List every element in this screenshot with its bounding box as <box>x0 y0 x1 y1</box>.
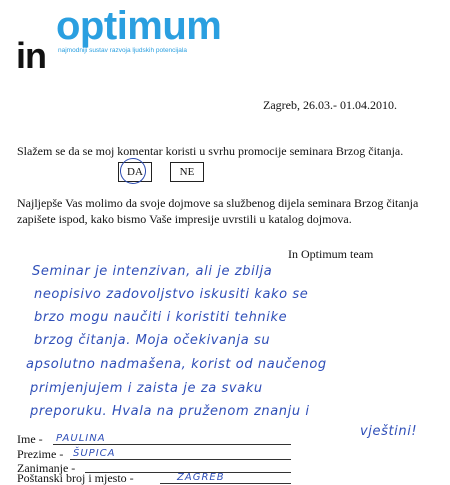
comment-line: Seminar je intenzivan, ali je zbilja <box>32 264 273 279</box>
field-value-postal-city[interactable]: ZAGREB <box>177 472 225 483</box>
logo-optimum-text: optimum <box>56 4 222 48</box>
field-label-occupation: Zanimanje - <box>17 461 76 475</box>
field-value-first-name[interactable]: PAULINA <box>56 433 106 444</box>
comment-line: brzog čitanja. Moja očekivanja su <box>34 333 271 348</box>
field-underline <box>53 444 291 445</box>
comment-line: preporuku. Hvala na pruženom znanju i <box>30 404 310 419</box>
no-checkbox[interactable]: NE <box>170 162 204 182</box>
logo-in-text: in <box>16 35 46 76</box>
comment-line: neopisivo zadovoljstvo iskusiti kako se <box>34 287 309 302</box>
request-paragraph: Najljepše Vas molimo da svoje dojmove sa službenog dijela seminara Brzog čitanja zapišete ispod, kako bismo Vaše impresije uvrstili u katalog dojmova. <box>17 196 419 226</box>
comment-line: brzo mogu naučiti i koristiti tehnike <box>34 310 288 325</box>
team-signature: In Optimum team <box>288 247 374 261</box>
comment-line: primjenjujem i zaista je za svaku <box>30 381 263 396</box>
logo-tagline: najmodniji sustav razvoja ljudskih potencijala <box>58 47 187 54</box>
yes-checkbox[interactable]: DA <box>118 162 152 182</box>
date-line: Zagreb, 26.03.- 01.04.2010. <box>263 98 397 112</box>
comment-line: apsolutno nadmašena, korist od naučenog <box>26 357 327 372</box>
field-underline <box>70 459 291 460</box>
in-optimum-logo <box>16 4 222 76</box>
consent-statement: Slažem se da se moj komentar koristi u svrhu promocije seminara Brzog čitanja. <box>17 144 404 158</box>
field-label-first-name: Ime - <box>17 432 43 446</box>
comment-line: vještini! <box>360 424 418 439</box>
field-underline <box>160 483 291 484</box>
field-label-postal-city: Poštanski broj i mjesto - <box>17 471 134 485</box>
field-label-last-name: Prezime - <box>17 447 64 461</box>
field-value-last-name[interactable]: ŠUPICA <box>73 448 116 459</box>
